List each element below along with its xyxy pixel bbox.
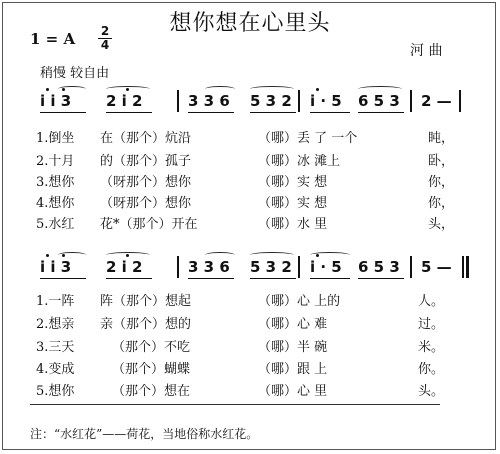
lyric-2-3-d: 米。 bbox=[418, 340, 445, 355]
measure-1-7: 2 — bbox=[421, 92, 452, 110]
measure-1-6: 6 5 3 bbox=[358, 92, 400, 110]
barline bbox=[177, 256, 179, 278]
song-origin: 河 曲 bbox=[410, 43, 443, 59]
lyric-1-1-a: 1.倒坐 bbox=[36, 131, 75, 146]
lyric-2-4-a: 4.变成 bbox=[36, 362, 75, 377]
slur bbox=[250, 252, 294, 258]
lyric-2-3-a: 3.三天 bbox=[36, 340, 75, 355]
measure-1-4: 5 3 2 bbox=[250, 92, 292, 110]
lyric-2-1-a: 1.一阵 bbox=[36, 294, 75, 309]
beam bbox=[188, 278, 234, 279]
lyric-1-1-d: 盹， bbox=[428, 131, 455, 146]
measure-2-5: i · 5 bbox=[310, 258, 342, 276]
measure-1-1: i i 3 bbox=[40, 92, 72, 110]
footnote: 注：“水红花”——荷花，当地俗称水红花。 bbox=[30, 427, 259, 441]
time-denominator: 4 bbox=[98, 38, 112, 52]
lyric-1-5-a: 5.水红 bbox=[36, 217, 75, 232]
lyric-1-4-a: 4.想你 bbox=[36, 196, 75, 211]
beam bbox=[250, 112, 296, 113]
barline bbox=[459, 90, 461, 112]
lyric-1-4-c: （哪）实 想 bbox=[258, 196, 328, 211]
lyric-2-5-d: 头。 bbox=[418, 384, 445, 399]
lyric-1-5-c: （哪）水 里 bbox=[258, 217, 328, 232]
measure-2-7: 5 — bbox=[421, 258, 452, 276]
barline bbox=[410, 90, 412, 112]
beam bbox=[40, 278, 86, 279]
lyric-2-2-c: （哪）心 难 bbox=[258, 317, 328, 332]
barline bbox=[410, 256, 412, 278]
beam bbox=[358, 278, 404, 279]
beam bbox=[106, 278, 152, 279]
lyric-2-4-d: 你。 bbox=[418, 362, 445, 377]
lyric-2-3-b: （那个）不吃 bbox=[112, 340, 191, 355]
time-signature bbox=[98, 25, 112, 52]
lyric-1-3-a: 3.想你 bbox=[36, 175, 75, 190]
lyric-2-1-c: （哪）心 上的 bbox=[258, 294, 341, 309]
final-barline-thick bbox=[466, 256, 469, 278]
beam bbox=[310, 278, 350, 279]
lyric-1-1-c: （哪）丢 了 一个 bbox=[258, 131, 358, 146]
measure-1-3: 3 3 6 bbox=[188, 92, 230, 110]
key-signature: 1 = A bbox=[30, 30, 76, 48]
lyric-2-1-b: 阵（那个）想起 bbox=[100, 294, 192, 309]
lyric-1-3-b: （呀那个）想你 bbox=[100, 175, 192, 190]
final-barline-thin bbox=[462, 256, 464, 278]
lyric-2-2-b: 亲（那个）想的 bbox=[100, 317, 192, 332]
beam bbox=[188, 112, 234, 113]
high-octave-dot bbox=[46, 254, 49, 257]
lyric-1-5-d: 头， bbox=[428, 217, 455, 232]
high-octave-dot bbox=[126, 88, 129, 91]
lyric-1-4-d: 你， bbox=[428, 196, 455, 211]
slur bbox=[205, 252, 235, 258]
measure-2-6: 6 5 3 bbox=[358, 258, 400, 276]
beam bbox=[106, 112, 152, 113]
beam bbox=[250, 278, 296, 279]
lyric-1-5-b: 花*（那个）开在 bbox=[100, 217, 198, 232]
lyric-2-2-d: 过。 bbox=[418, 317, 445, 332]
measure-2-2: 2 i 2 bbox=[106, 258, 143, 276]
lyric-2-5-a: 5.想你 bbox=[36, 384, 75, 399]
beam bbox=[310, 112, 350, 113]
footnote-divider bbox=[30, 404, 440, 405]
lyric-1-3-d: 你， bbox=[428, 175, 455, 190]
lyric-1-1-b: 在（那个）炕沿 bbox=[100, 131, 192, 146]
barline bbox=[298, 256, 300, 278]
lyric-1-2-a: 2.十月 bbox=[36, 154, 75, 169]
measure-2-4: 5 3 2 bbox=[250, 258, 292, 276]
measure-2-1: i i 3 bbox=[40, 258, 72, 276]
lyric-1-2-b: 的（那个）孤子 bbox=[100, 154, 192, 169]
high-octave-dot bbox=[62, 88, 65, 91]
lyric-2-2-a: 2.想亲 bbox=[36, 317, 75, 332]
lyric-2-4-c: （哪）跟 上 bbox=[258, 362, 328, 377]
high-octave-dot bbox=[316, 88, 319, 91]
measure-1-2: 2 i 2 bbox=[106, 92, 143, 110]
lyric-1-2-c: （哪）冰 滩上 bbox=[258, 154, 341, 169]
measure-1-5: i · 5 bbox=[310, 92, 342, 110]
high-octave-dot bbox=[126, 254, 129, 257]
song-title: 想你想在心里头 bbox=[169, 11, 331, 36]
slur bbox=[358, 86, 402, 92]
beam bbox=[358, 112, 404, 113]
tempo-marking: 稍慢 较自由 bbox=[40, 66, 110, 81]
lyric-2-4-b: （那个）蝴蝶 bbox=[112, 362, 191, 377]
high-octave-dot bbox=[316, 254, 319, 257]
barline bbox=[298, 90, 300, 112]
lyric-2-5-c: （哪）心 里 bbox=[258, 384, 328, 399]
beam bbox=[40, 112, 86, 113]
lyric-2-5-b: （那个）想在 bbox=[112, 384, 191, 399]
lyric-1-4-b: （呀那个）想你 bbox=[100, 196, 192, 211]
high-octave-dot bbox=[62, 254, 65, 257]
lyric-2-3-c: （哪）半 碗 bbox=[258, 340, 328, 355]
slur bbox=[250, 86, 294, 92]
barline bbox=[177, 90, 179, 112]
time-numerator: 2 bbox=[100, 24, 110, 38]
lyric-2-1-d: 人。 bbox=[418, 294, 445, 309]
lyric-1-2-d: 卧， bbox=[428, 154, 455, 169]
lyric-1-3-c: （哪）实 想 bbox=[258, 175, 328, 190]
slur bbox=[205, 86, 235, 92]
high-octave-dot bbox=[46, 88, 49, 91]
measure-2-3: 3 3 6 bbox=[188, 258, 230, 276]
